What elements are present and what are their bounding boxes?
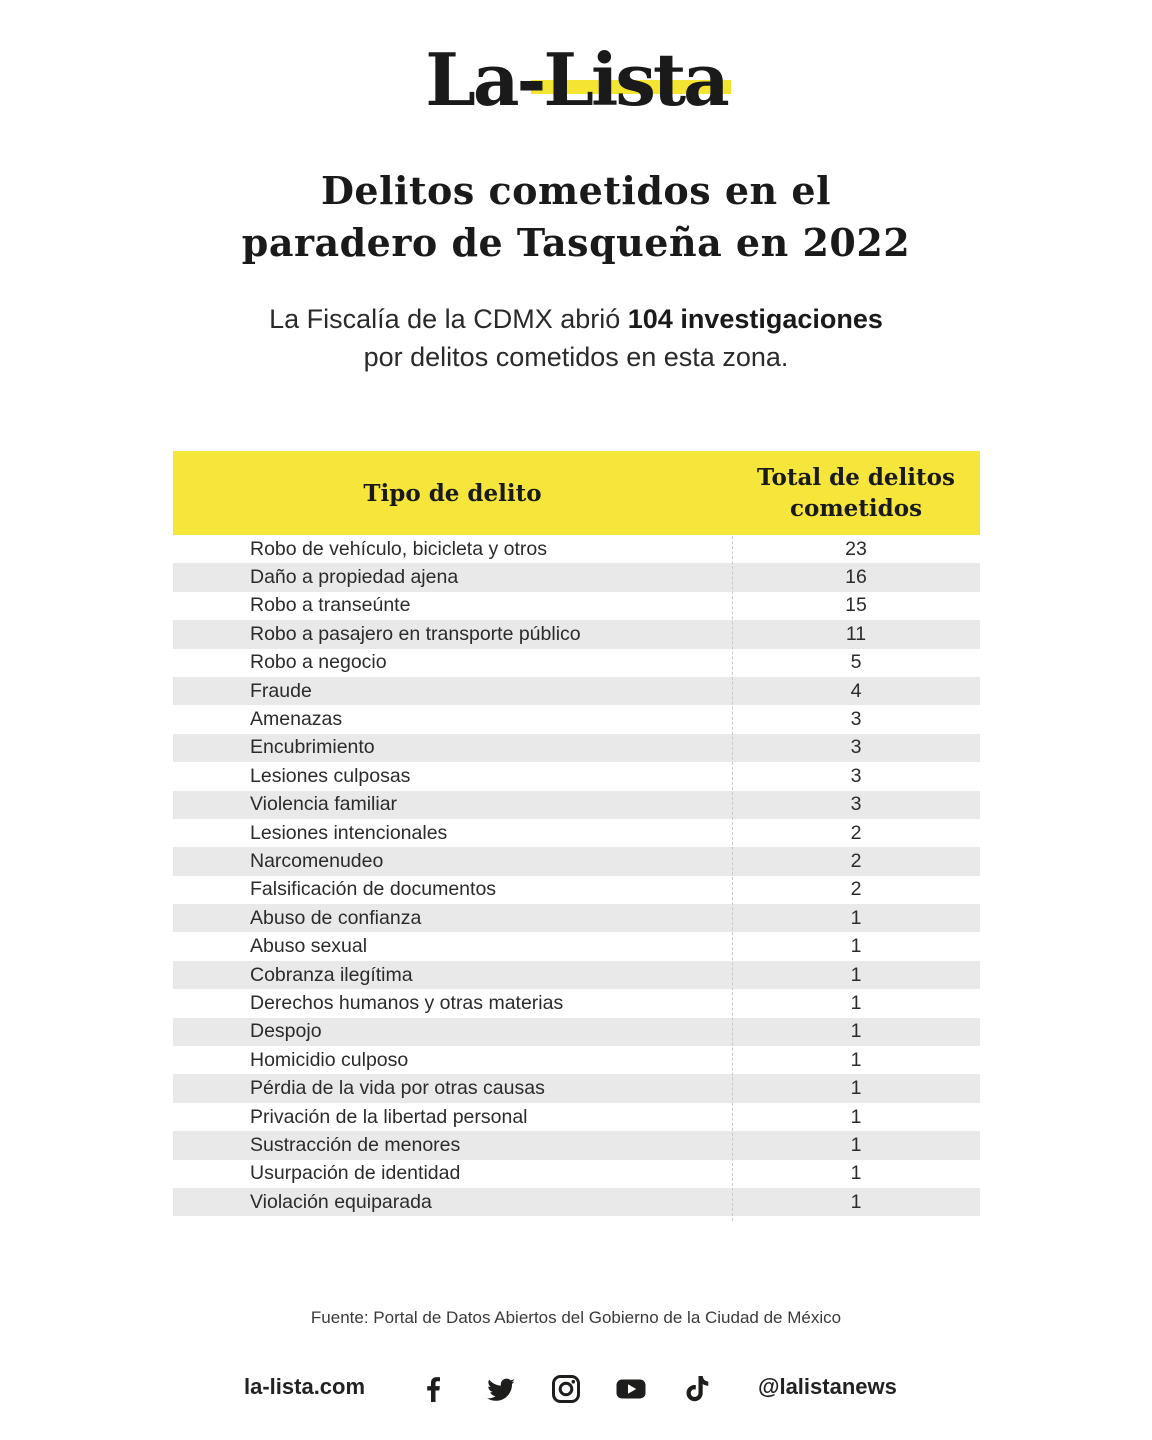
- crime-type: Abuso de confianza: [250, 906, 422, 929]
- crime-table: [173, 451, 980, 1216]
- crime-type: Violación equiparada: [250, 1190, 432, 1213]
- table-row: [173, 791, 980, 819]
- table-row: [173, 592, 980, 620]
- crime-total: 1: [850, 1105, 862, 1128]
- column-header-type: Tipo de delito: [363, 479, 542, 507]
- table-row: [173, 1046, 980, 1074]
- crime-total: 2: [850, 878, 862, 901]
- crime-total: 23: [845, 537, 867, 560]
- crime-total: 16: [845, 566, 867, 589]
- crime-type: Cobranza ilegítima: [250, 963, 413, 986]
- logo-text: La-Lista: [425, 37, 727, 122]
- crime-total: 5: [850, 651, 862, 674]
- column-header-total: Total de delitos cometidos: [757, 464, 955, 522]
- table-row: [173, 535, 980, 563]
- social-handle[interactable]: @lalistanews: [758, 1374, 897, 1399]
- crime-type: Daño a propiedad ajena: [250, 566, 459, 589]
- table-row: [173, 961, 980, 989]
- crime-total: 1: [850, 991, 862, 1014]
- crime-type: Lesiones intencionales: [250, 821, 448, 844]
- instagram-icon[interactable]: [549, 1372, 583, 1406]
- subtitle-pre: La Fiscalía de la CDMX abrió: [269, 304, 621, 334]
- table-row: [173, 762, 980, 790]
- crime-type: Narcomenudeo: [250, 849, 384, 872]
- table-row: [173, 1103, 980, 1131]
- facebook-icon[interactable]: [416, 1372, 450, 1406]
- crime-total: 3: [850, 793, 862, 816]
- crime-total: 3: [850, 708, 862, 731]
- table-row: [173, 1160, 980, 1188]
- table-row: [173, 1131, 980, 1159]
- table-row: [173, 734, 980, 762]
- crime-total: 1: [850, 1077, 862, 1100]
- title-line-1: Delitos cometidos en el: [320, 168, 832, 213]
- table-row: [173, 1018, 980, 1046]
- table-row: [173, 989, 980, 1017]
- site-link[interactable]: la-lista.com: [244, 1374, 366, 1399]
- table-row: [173, 677, 980, 705]
- crime-total: 1: [850, 1020, 862, 1043]
- crime-total: 1: [850, 1048, 862, 1071]
- crime-total: 4: [850, 679, 862, 702]
- crime-total: 1: [850, 935, 862, 958]
- page-title: [0, 165, 1152, 269]
- crime-total: 15: [845, 594, 867, 617]
- logo: [0, 37, 1152, 122]
- crime-type: Robo de vehículo, bicicleta y otros: [250, 537, 547, 560]
- table-row: [173, 1074, 980, 1102]
- crime-type: Robo a negocio: [250, 651, 387, 674]
- title-line-2: paradero de Tasqueña en 2022: [241, 220, 911, 265]
- crime-type: Amenazas: [250, 708, 343, 731]
- table-row: [173, 563, 980, 591]
- table-row: [173, 847, 980, 875]
- subtitle-bold: 104 investigaciones: [627, 304, 883, 334]
- table-row: [173, 932, 980, 960]
- crime-type: Violencia familiar: [250, 793, 398, 816]
- crime-type: Sustracción de menores: [250, 1133, 461, 1156]
- crime-total: 1: [850, 1162, 862, 1185]
- table-row: [173, 705, 980, 733]
- table-body: [173, 535, 980, 1216]
- crime-type: Fraude: [250, 679, 312, 702]
- tiktok-icon[interactable]: [680, 1372, 714, 1406]
- crime-total: 1: [850, 1133, 862, 1156]
- subtitle: [0, 300, 1152, 376]
- source-note: Fuente: Portal de Datos Abiertos del Gobierno de la Ciudad de México: [310, 1308, 842, 1327]
- table-row: [173, 649, 980, 677]
- crime-type: Usurpación de identidad: [250, 1162, 461, 1185]
- crime-type: Pérdia de la vida por otras causas: [250, 1077, 545, 1100]
- table-row: [173, 876, 980, 904]
- table-row: [173, 819, 980, 847]
- table-row: [173, 1188, 980, 1216]
- crime-type: Falsificación de documentos: [250, 878, 497, 901]
- crime-total: 11: [845, 622, 867, 645]
- crime-total: 2: [850, 849, 862, 872]
- footer: [0, 1370, 1152, 1410]
- crime-type: Abuso sexual: [250, 935, 368, 958]
- crime-type: Homicidio culposo: [250, 1048, 409, 1071]
- crime-type: Encubrimiento: [250, 736, 375, 759]
- crime-type: Robo a transeúnte: [250, 594, 411, 617]
- crime-total: 1: [850, 963, 862, 986]
- crime-total: 3: [850, 764, 862, 787]
- twitter-icon[interactable]: [484, 1372, 518, 1406]
- crime-type: Derechos humanos y otras materias: [250, 991, 564, 1014]
- youtube-icon[interactable]: [614, 1372, 648, 1406]
- column-divider: [732, 451, 733, 1221]
- table-row: [173, 620, 980, 648]
- crime-type: Lesiones culposas: [250, 764, 411, 787]
- crime-type: Privación de la libertad personal: [250, 1105, 528, 1128]
- crime-total: 2: [850, 821, 862, 844]
- crime-total: 1: [850, 1190, 862, 1213]
- crime-total: 1: [850, 906, 862, 929]
- table-row: [173, 904, 980, 932]
- table-header: [173, 451, 980, 535]
- crime-type: Despojo: [250, 1020, 322, 1043]
- crime-type: Robo a pasajero en transporte público: [250, 622, 581, 645]
- subtitle-post: por delitos cometidos en esta zona.: [363, 342, 789, 372]
- crime-total: 3: [850, 736, 862, 759]
